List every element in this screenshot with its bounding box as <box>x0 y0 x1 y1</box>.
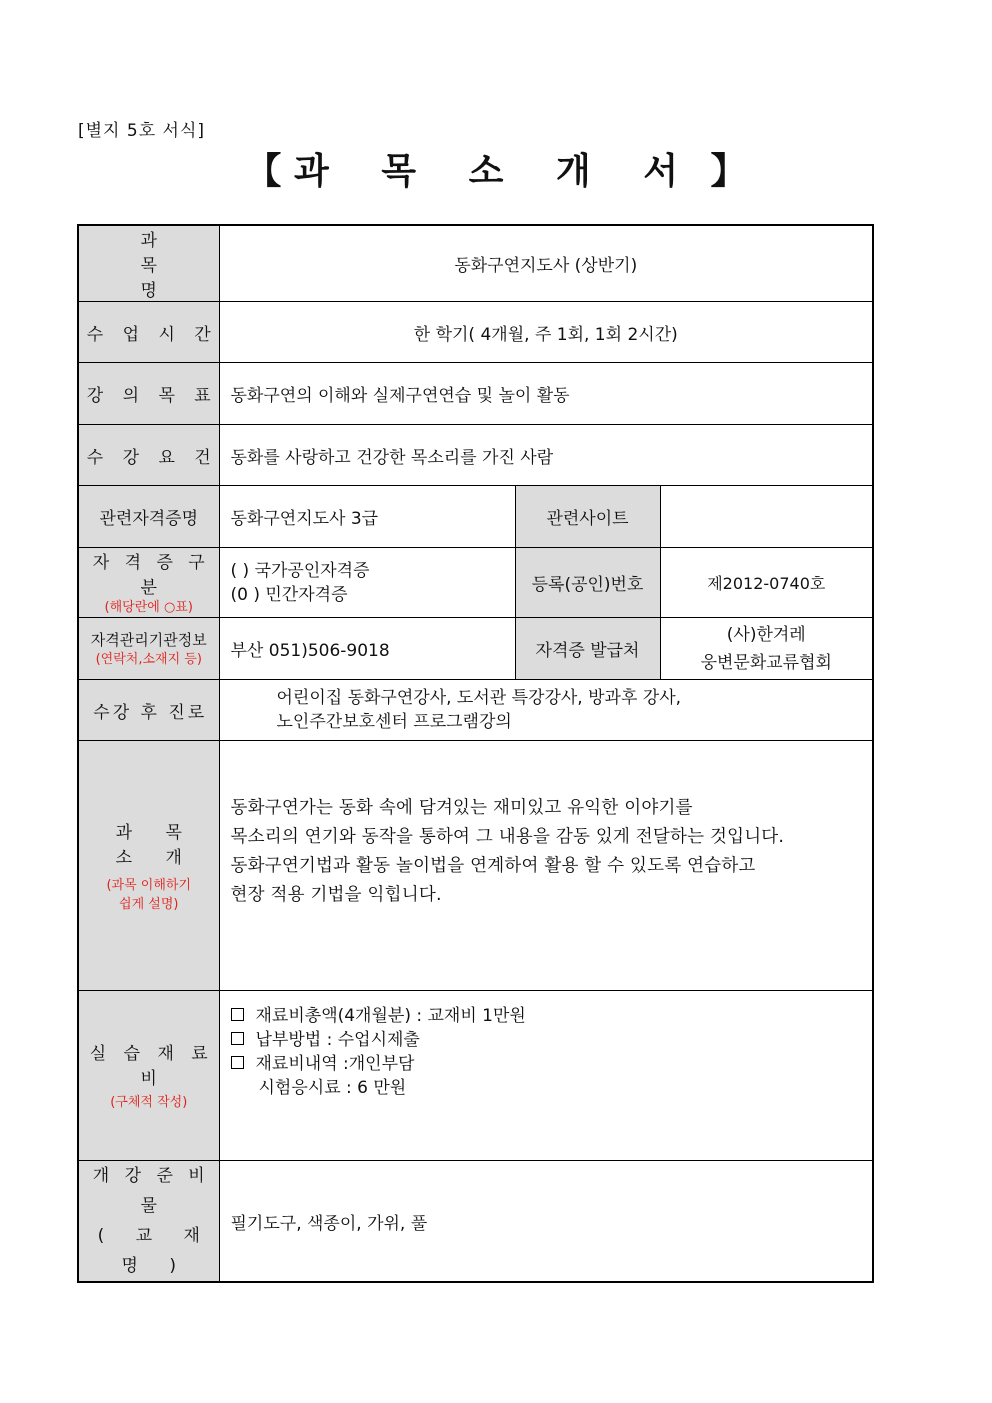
course-name-value: 동화구연지도사 (상반기) <box>219 225 873 302</box>
intro-line-3: 동화구연기법과 활동 놀이법을 연계하여 활용 할 수 있도록 연습하고 <box>230 855 756 876</box>
checkbox-icon <box>231 1008 244 1021</box>
career-value <box>219 680 873 741</box>
certificate-value: 동화구연지도사 3급 <box>219 486 515 548</box>
issuer-line-2: 웅변문화교류협회 <box>700 652 832 673</box>
row-class-time <box>78 302 873 363</box>
agency-value: 부산 051)506-9018 <box>219 618 515 680</box>
objective-label: 강 의 목 표 <box>78 363 219 425</box>
document-title <box>0 143 992 194</box>
career-label: 수강 후 진로 <box>78 680 219 741</box>
materials-item-1: 재료비총액(4개월분) : 교재비 1만원 <box>231 1004 873 1028</box>
form-number: [별지 5호 서식] <box>78 121 205 141</box>
checkbox-icon <box>231 1032 244 1045</box>
checkbox-icon <box>231 1056 244 1069</box>
title-text: 과 목 소 개 서 <box>293 151 698 192</box>
cert-option-private: (0 ) 민간자격증 <box>230 584 348 605</box>
agency-sublabel: (연락처,소재지 등) <box>95 651 202 667</box>
issuer-label: 자격증 발급처 <box>515 618 660 680</box>
career-line-2: 노인주간보호센터 프로그램강의 <box>276 712 512 732</box>
cert-type-options <box>219 548 515 618</box>
objective-value: 동화구연의 이해와 실제구연연습 및 놀이 활동 <box>219 363 873 425</box>
registration-number-value: 제2012-0740호 <box>660 548 873 618</box>
prep-value: 필기도구, 색종이, 가위, 풀 <box>219 1161 873 1283</box>
cert-type-sublabel: (해당란에 ○표) <box>104 600 193 615</box>
intro-line-1: 동화구연가는 동화 속에 담겨있는 재미있고 유익한 이야기를 <box>230 797 693 818</box>
prep-label: 개 강 준 비 물 ( 교 재 명 ) <box>78 1161 219 1283</box>
intro-line-2: 목소리의 연기와 동작을 통하여 그 내용을 감동 있게 전달하는 것입니다. <box>230 826 785 847</box>
intro-line-4: 현장 적용 기법을 익힙니다. <box>230 884 442 905</box>
row-materials <box>78 991 873 1161</box>
related-site-label: 관련사이트 <box>515 486 660 548</box>
row-intro <box>78 741 873 991</box>
row-objective <box>78 363 873 425</box>
row-requirement <box>78 425 873 486</box>
intro-value <box>219 741 873 991</box>
title-open-bracket: 【 <box>245 151 282 192</box>
materials-value <box>219 991 873 1161</box>
agency-label: 자격관리기관정보 (연락처,소재지 등) <box>78 618 219 680</box>
materials-item-2: 납부방법 : 수업시제출 <box>231 1028 873 1052</box>
certificate-label: 관련자격증명 <box>78 486 219 548</box>
materials-label: 실 습 재 료 비 (구체적 작성) <box>78 991 219 1161</box>
issuer-line-1: (사)한겨레 <box>726 624 806 645</box>
related-site-value <box>660 486 873 548</box>
row-certificate <box>78 486 873 548</box>
intro-label: 과 목 소 개 (과목 이해하기 쉽게 설명) <box>78 741 219 991</box>
course-intro-table <box>77 224 874 1283</box>
course-name-label: 과 목 명 <box>78 225 219 302</box>
row-cert-type <box>78 548 873 618</box>
title-close-bracket: 】 <box>710 151 747 192</box>
registration-number-label: 등록(공인)번호 <box>515 548 660 618</box>
career-line-1: 어린이집 동화구연강사, 도서관 특강강사, 방과후 강사, <box>276 688 682 708</box>
requirement-value: 동화를 사랑하고 건강한 목소리를 가진 사람 <box>219 425 873 486</box>
row-course-name <box>78 225 873 302</box>
materials-item-4: 시험응시료 : 6 만원 <box>258 1078 407 1098</box>
class-time-value: 한 학기( 4개월, 주 1회, 1회 2시간) <box>219 302 873 363</box>
cert-option-national: ( ) 국가공인자격증 <box>230 560 370 581</box>
row-prep <box>78 1161 873 1283</box>
materials-sublabel: (구체적 작성) <box>110 1095 188 1110</box>
materials-item-3: 재료비내역 :개인부담 <box>231 1052 873 1076</box>
row-agency <box>78 618 873 680</box>
issuer-value <box>660 618 873 680</box>
cert-type-label: 자 격 증 구 분 (해당란에 ○표) <box>78 548 219 618</box>
class-time-label: 수 업 시 간 <box>78 302 219 363</box>
intro-sublabel-2: 쉽게 설명) <box>119 896 179 912</box>
intro-sublabel-1: (과목 이해하기 <box>106 877 192 893</box>
row-career <box>78 680 873 741</box>
requirement-label: 수 강 요 건 <box>78 425 219 486</box>
